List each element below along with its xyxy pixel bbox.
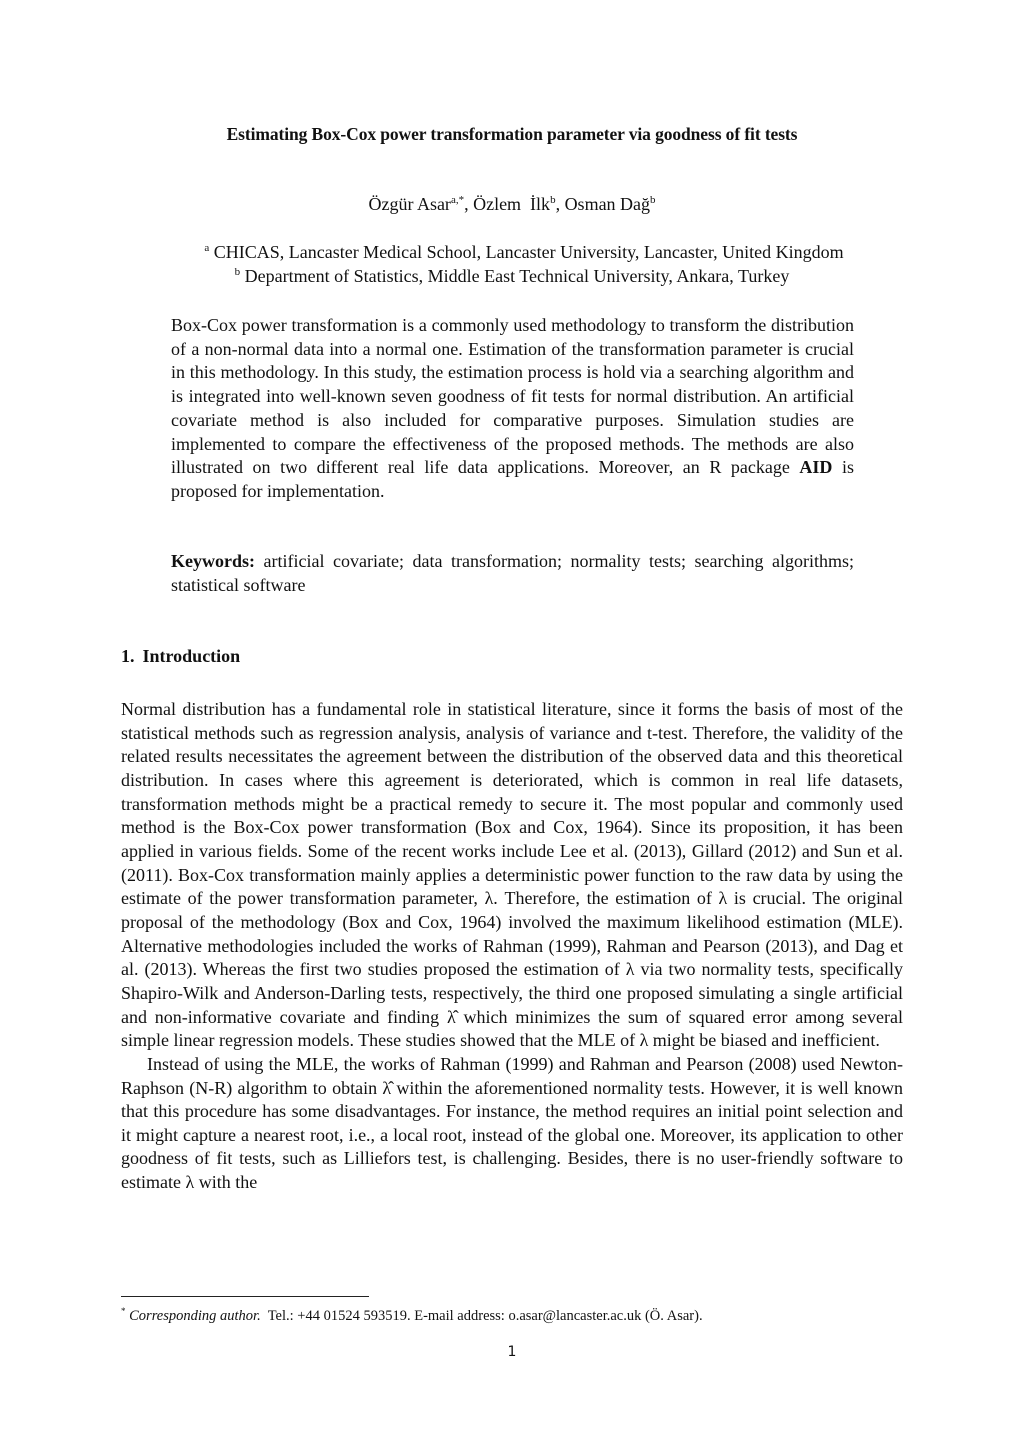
- abstract-text-end: is proposed for implementation.: [171, 457, 854, 501]
- abstract: [171, 314, 854, 504]
- affiliation-mark: b: [234, 266, 241, 278]
- footnote-divider: [121, 1296, 369, 1297]
- affiliation: [12, 242, 1024, 263]
- section-number: 1.: [121, 646, 135, 666]
- author-affiliation-mark: a,*: [450, 194, 465, 206]
- paragraph: Instead of using the MLE, the works of Rahman (1999) and Rahman and Pearson (2008) used Newton-Raphson (N-R) algorithm to obtain λ̂ within the aforementioned normality tests. However, it is well known that this procedure has some disadvantages. For instance, the method requires an initial point selection and it might capture a nearest root, i.e., a local root, instead of the global one. Moreover, its application to other goodness of fit tests, such as Lilliefors test, is challenging. Besides, there is no user-friendly software to estimate λ with the: [121, 1053, 903, 1193]
- author-name: Osman Dağ: [564, 194, 651, 214]
- footnote-label: Corresponding author.: [129, 1307, 261, 1324]
- keywords-text: artificial covariate; data transformation; normality tests; searching algorithms; statistical software: [171, 551, 854, 595]
- footnote-mark: *: [121, 1306, 126, 1316]
- affiliation-mark: a: [204, 242, 210, 254]
- author-separator: ,: [464, 194, 474, 214]
- footnote-text: Tel.: +44 01524 593519. E-mail address: o.asar@lancaster.ac.uk (Ö. Asar).: [260, 1307, 703, 1324]
- author-list: [0, 194, 1024, 215]
- author-name: Özlem İlk: [473, 194, 551, 214]
- section-title: Introduction: [142, 646, 241, 666]
- abstract-text: Box-Cox power transformation is a commonly used methodology to transform the distribution of a non-normal data into a normal one. Estimation of the transformation parameter is crucial in this methodology. In this study, the estimation process is hold via a searching algorithm and is integrated into well-known seven goodness of fit tests for normal distribution. An artificial covariate method is also included for comparative purposes. Simulation studies are implemented to compare the effectiveness of the proposed methods. The methods are also illustrated on two different real life data applications. Moreover, an R package: [171, 315, 854, 478]
- footnote: [121, 1306, 703, 1325]
- keywords: [171, 550, 854, 597]
- affiliation-text: CHICAS, Lancaster Medical School, Lancaster University, Lancaster, United Kingdom: [213, 242, 844, 262]
- body-text: [121, 698, 903, 1195]
- paragraph: Normal distribution has a fundamental role in statistical literature, since it forms the basis of most of the statistical methods such as regression analysis, analysis of variance and t-test. Therefore, the validity of the related results necessitates the agreement between the distribution of the observed data and this theoretical distribution. In cases where this agreement is deteriorated, which is common in real life datasets, transformation methods might be a practical remedy to secure it. The most popular and commonly used method is the Box-Cox power transformation (Box and Cox, 1964). Since its proposition, it has been applied in various fields. Some of the recent works include Lee et al. (2013), Gillard (2012) and Sun et al. (2011). Box-Cox transformation mainly applies a deterministic power function to the raw data by using the estimate of the power transformation parameter, λ. Therefore, the estimation of λ is crucial. The original proposal of the methodology (Box and Cox, 1964) involved the maximum likelihood estimation (MLE). Alternative methodologies included the works of Rahman (1999), Rahman and Pearson (2013), and Dag et al. (2013). Whereas the first two studies proposed the estimation of λ via two normality tests, specifically Shapiro-Wilk and Anderson-Darling tests, respectively, the third one proposed simulating a single artificial and non-informative covariate and finding λ̂ which minimizes the sum of squared error among several simple linear regression models. These studies showed that the MLE of λ might be biased and inefficient.: [121, 699, 903, 1051]
- paper-title: Estimating Box-Cox power transformation parameter via goodness of fit tests: [226, 124, 798, 144]
- page-number: 1: [507, 1344, 517, 1360]
- affiliation-text: Department of Statistics, Middle East Technical University, Ankara, Turkey: [244, 266, 790, 286]
- keywords-label: Keywords:: [171, 551, 255, 571]
- package-name: AID: [799, 457, 833, 478]
- section-heading: [121, 646, 240, 667]
- author-separator: ,: [555, 194, 565, 214]
- author-name: Özgür Asar: [368, 194, 451, 214]
- author-affiliation-mark: b: [650, 194, 656, 206]
- author-affiliation-mark: b: [550, 194, 556, 206]
- affiliation: [0, 266, 1024, 287]
